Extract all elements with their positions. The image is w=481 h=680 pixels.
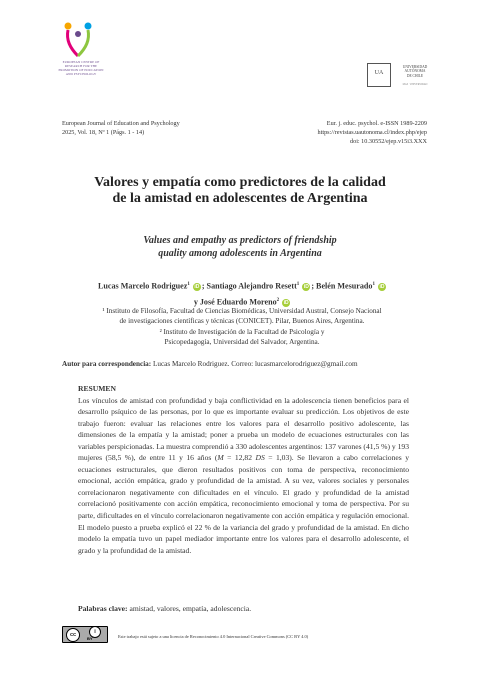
orcid-icon[interactable]: iD — [379, 283, 385, 290]
orcid-icon[interactable]: iD — [303, 283, 309, 290]
university-subtitle: MAS ·UNIVERSIDAD — [402, 83, 428, 86]
abstract-heading: RESUMEN — [78, 384, 116, 393]
article-doi[interactable]: doi: 10.30552/ejep.v15i3.XXX — [350, 138, 427, 145]
attribution-icon: i — [89, 626, 101, 638]
article-title-english: Values and empathy as predictors of friendship quality among adolescents in Argentina — [143, 235, 337, 259]
license-text: Este trabajo está sujeto a una licencia de Reconocimiento 4.0 Internacional Creative Commons (CC BY 4.0) — [118, 634, 309, 639]
orcid-icon[interactable]: iD — [194, 283, 200, 290]
journal-logo — [50, 20, 110, 76]
journal-volume: 2025, Vol. 18, Nº 1 (Págs. 1 - 14) — [62, 129, 145, 136]
journal-info — [62, 119, 180, 137]
keywords: Palabras clave: amistad, valores, empatía, adolescencia. — [78, 604, 252, 613]
corresponding-author: Autor para correspondencia: Lucas Marcelo Rodriguez. Correo: lucasmarcelorodriguez@gmail.com — [62, 360, 358, 368]
journal-name: European Journal of Education and Psychology — [62, 120, 180, 127]
university-seal-icon: UA — [367, 63, 391, 87]
article-title: Valores y empatía como predictores de la calidad de la amistad en adolescentes de Argentina — [94, 175, 386, 206]
abstract-body: Los vínculos de amistad con profundidad y baja conflictividad en la adolescencia tienen beneficios para el desarrollo psíquico de las personas, por lo que es importante evaluar su predicción. Los objetivos de este trabajo fueron: evaluar las relaciones entre los valores para el desarrollo positivo adolescente, las dimensiones de la empatía y la amistad; poner a prueba un modelo de ecuaciones estructurales con las variables perspicionadas. La muestra comprendió a 330 adolescentes argentinos: 137 varones (41,5 %) y 193 mujeres (58,5 %), de entre 11 y 16 años (M = 12,82 DS = 1,03). Se llevaron a cabo correlaciones y ecuaciones estructurales, que dieron resultados positivos con toma de perspectiva, reconocimiento emocional, acción empática, grado y profundidad de la amistad. A su vez, valores sociales y personales correlacionaron negativamente con dificultades en el vínculo. El grado y profundidad de la amistad correlacionó positivamente con acción empática, reconocimiento emocional y toma de perspectiva. Por su parte, dificultades en el vínculo correlacionaron negativamente con acción empática y regulación emocional. El modelo puesto a prueba explicó el 22 % de la variancia del grado y profundidad de la amistad. En dicho modelo la empatía tuvo un papel mediador importante entre los valores para el desarrollo adolescente, el grado y la profundidad de la amistad. — [78, 395, 409, 555]
journal-logo-text: EUROPEAN CENTRE OF RESEARCH FOR THE PROMOTION OF EDUCATION AND PSYCHOLOGY — [58, 60, 104, 76]
author-name: ; Belén Mesurado — [311, 281, 373, 291]
cc-by-license-badge[interactable] — [62, 626, 108, 643]
author-name: Lucas Marcelo Rodriguez — [97, 281, 188, 291]
journal-issn: Eur. j. educ. psychol. e-ISSN 1989-2209 — [326, 120, 427, 127]
abstract — [78, 383, 409, 556]
journal-url[interactable]: https://revistas.uautonoma.cl/index.php/ejep — [317, 129, 427, 136]
creative-commons-icon: cc — [66, 628, 80, 642]
affiliations: ¹ Instituto de Filosofía, Facultad de Ciencias Biomédicas, Universidad Austral, Consejo Nacional de investigaciones científicas y técnicas (CONICET). Pilar, Buenos Aires, Argentina. ² Instituto de Investigación de la Facultad de Psicología y Psicopedagogía, Universidad del Salvador, Argentina. — [102, 307, 382, 347]
author-name: ; Santiago Alejandro Resett — [201, 281, 297, 291]
author-name: y José Eduardo Moreno — [193, 297, 277, 307]
orcid-icon[interactable]: iD — [283, 299, 289, 306]
cc-by-label: BY — [87, 636, 93, 641]
university-name: UNIVERSIDAD AUTÓNOMA DE CHILE — [402, 65, 428, 78]
author-list: Lucas Marcelo Rodriguez$^1$ iD ; Santiago Alejandro Resett$^1$ iD ; Belén Mesurado$^1$ iD y José Eduardo Moreno$^2$ iD — [97, 281, 385, 307]
university-logo — [365, 61, 435, 95]
journal-identifiers — [318, 119, 427, 146]
journal-logo-mark-icon — [60, 20, 96, 58]
